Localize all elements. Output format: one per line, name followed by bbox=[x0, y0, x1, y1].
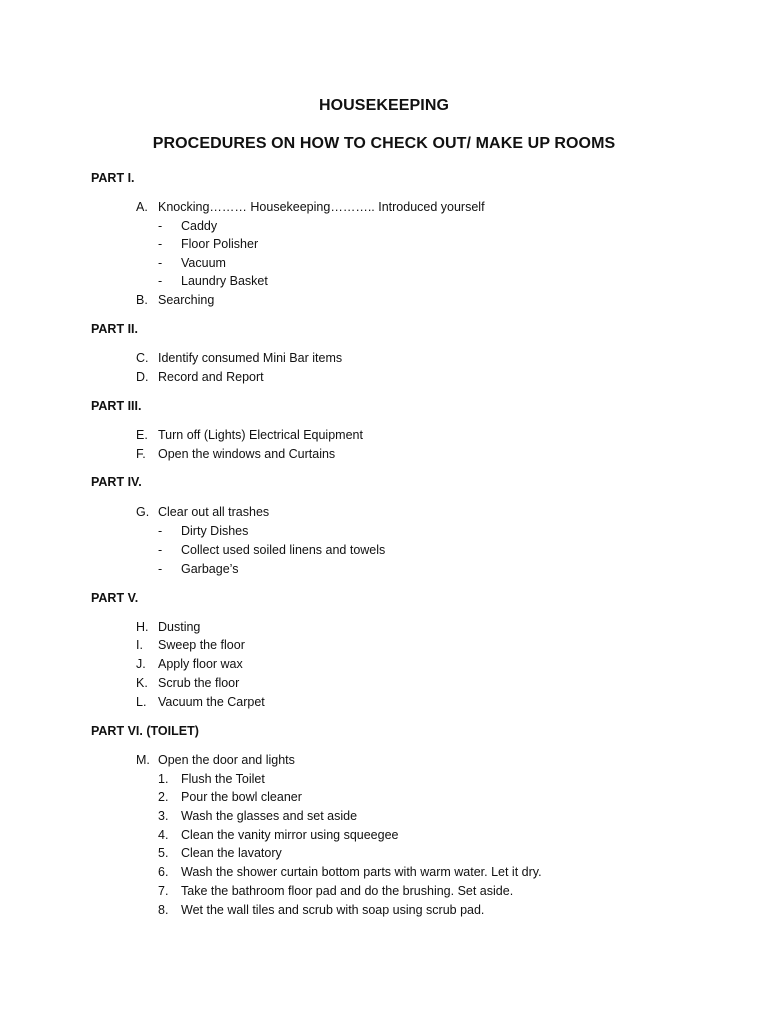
sub-item-text: Garbage’s bbox=[181, 562, 239, 576]
step-number: 4. bbox=[158, 828, 169, 842]
part-5-heading: PART V. bbox=[91, 591, 139, 605]
step-text: Wash the shower curtain bottom parts with warm water. Let it dry. bbox=[181, 865, 542, 879]
sub-item-text: Laundry Basket bbox=[181, 274, 268, 288]
item-text: Sweep the floor bbox=[158, 638, 245, 652]
item-marker: H. bbox=[136, 620, 149, 634]
part-4-heading: PART IV. bbox=[91, 475, 142, 489]
sub-item-text: Vacuum bbox=[181, 256, 226, 270]
dash-marker: - bbox=[158, 524, 163, 538]
sub-item-text: Dirty Dishes bbox=[181, 524, 249, 538]
step-text: Take the bathroom floor pad and do the brushing. Set aside. bbox=[181, 884, 514, 898]
step-number: 7. bbox=[158, 884, 169, 898]
sub-item-text: Floor Polisher bbox=[181, 237, 259, 251]
item-marker: I. bbox=[136, 638, 143, 652]
step-number: 3. bbox=[158, 809, 169, 823]
step-text: Clean the vanity mirror using squeegee bbox=[181, 828, 399, 842]
dash-marker: - bbox=[158, 274, 163, 288]
item-marker: J. bbox=[136, 657, 146, 671]
dash-marker: - bbox=[158, 219, 163, 233]
step-number: 6. bbox=[158, 865, 169, 879]
step-text: Pour the bowl cleaner bbox=[181, 790, 302, 804]
step-number: 1. bbox=[158, 772, 169, 786]
item-marker: G. bbox=[136, 505, 150, 519]
part-1-heading: PART I. bbox=[91, 171, 135, 185]
step-text: Wash the glasses and set aside bbox=[181, 809, 358, 823]
step-text: Clean the lavatory bbox=[181, 846, 282, 860]
sub-item-text: Collect used soiled linens and towels bbox=[181, 543, 386, 557]
item-text: Dusting bbox=[158, 620, 201, 634]
document-title: HOUSEKEEPING bbox=[318, 97, 450, 114]
item-text: Identify consumed Mini Bar items bbox=[158, 351, 343, 365]
step-text: Flush the Toilet bbox=[181, 772, 265, 786]
item-text: Record and Report bbox=[158, 370, 264, 384]
item-marker: B. bbox=[136, 293, 148, 307]
item-marker: L. bbox=[136, 695, 147, 709]
item-marker: M. bbox=[136, 753, 150, 767]
part-2-heading: PART II. bbox=[91, 322, 138, 336]
item-text: Apply floor wax bbox=[158, 657, 243, 671]
dash-marker: - bbox=[158, 237, 163, 251]
item-text: Open the door and lights bbox=[158, 753, 295, 767]
item-marker: E. bbox=[136, 428, 148, 442]
item-marker: F. bbox=[136, 447, 146, 461]
document-subtitle: PROCEDURES ON HOW TO CHECK OUT/ MAKE UP ROOMS bbox=[152, 135, 616, 152]
item-marker: C. bbox=[136, 351, 149, 365]
item-marker: A. bbox=[136, 200, 148, 214]
item-text: Open the windows and Curtains bbox=[158, 447, 336, 461]
step-number: 5. bbox=[158, 846, 169, 860]
dash-marker: - bbox=[158, 562, 163, 576]
step-number: 2. bbox=[158, 790, 169, 804]
part-3-heading: PART III. bbox=[91, 399, 142, 413]
item-marker: K. bbox=[136, 676, 148, 690]
dash-marker: - bbox=[158, 543, 163, 557]
step-number: 8. bbox=[158, 903, 169, 917]
item-text: Turn off (Lights) Electrical Equipment bbox=[158, 428, 363, 442]
item-text: Searching bbox=[158, 293, 215, 307]
item-marker: D. bbox=[136, 370, 149, 384]
item-text: Knocking……… Housekeeping……….. Introduced yourself bbox=[158, 200, 485, 214]
step-text: Wet the wall tiles and scrub with soap using scrub pad. bbox=[181, 903, 485, 917]
item-text: Vacuum the Carpet bbox=[158, 695, 265, 709]
item-text: Clear out all trashes bbox=[158, 505, 270, 519]
part-6-heading: PART VI. (TOILET) bbox=[91, 724, 199, 738]
dash-marker: - bbox=[158, 256, 163, 270]
item-text: Scrub the floor bbox=[158, 676, 240, 690]
sub-item-text: Caddy bbox=[181, 219, 218, 233]
